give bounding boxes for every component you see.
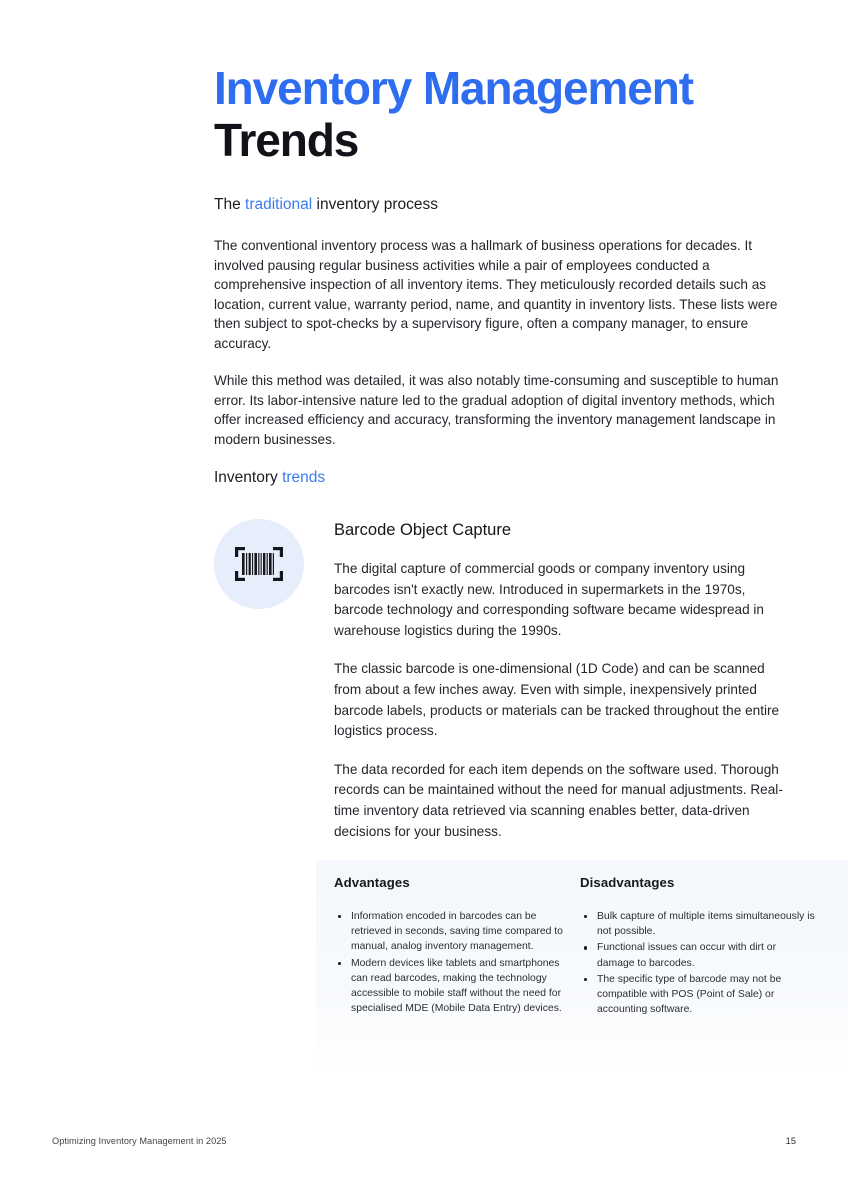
trend-item-body	[334, 519, 792, 842]
list-item: Information encoded in barcodes can be retrieved in seconds, saving time compared to manual, analog inventory management.	[334, 909, 566, 955]
trends-heading-accent: trends	[282, 469, 326, 486]
footer-document-title: Optimizing Inventory Management in 2025	[52, 1136, 227, 1146]
section-heading-trends	[214, 467, 792, 489]
trends-heading-prefix: Inventory	[214, 469, 283, 486]
disadvantages-heading: Disadvantages	[580, 875, 675, 890]
footer-page-number: 15	[785, 1136, 796, 1146]
heading-suffix: inventory process	[312, 196, 439, 213]
list-item: The specific type of barcode may not be compatible with POS (Point of Sale) or accounting software.	[580, 972, 816, 1018]
traditional-paragraph-2-wrap	[214, 371, 792, 449]
list-item: Bulk capture of multiple items simultaneously is not possible.	[580, 909, 816, 939]
disadvantages-list	[580, 909, 816, 1017]
page-footer	[52, 1135, 796, 1148]
barcode-scan-icon	[214, 519, 304, 609]
section-heading-traditional	[214, 194, 792, 216]
trend-paragraph-1: The digital capture of commercial goods or company inventory using barcodes isn't exactly new. Introduced in supermarkets in the 1970s, barcode technology and corresponding software became widespread in warehouse logistics during the 1990s.	[334, 561, 764, 638]
disadvantages-column	[580, 874, 816, 1018]
advantages-disadvantages-panel	[316, 860, 848, 1072]
page-title-line-1: Inventory Management	[214, 62, 693, 114]
trend-paragraph-2: The classic barcode is one-dimensional (1D Code) and can be scanned from about a few inches away. Even with simple, inexpensively printed barcode labels, products or materials can be tracked throughout the entire logistics process.	[334, 661, 780, 739]
list-item: Functional issues can occur with dirt or damage to barcodes.	[580, 940, 816, 970]
advantages-column	[334, 874, 566, 1017]
advantages-heading: Advantages	[334, 875, 410, 890]
advantages-list	[334, 909, 566, 1016]
heading-accent-traditional: traditional	[245, 196, 313, 213]
page-title-line-2: Trends	[214, 114, 359, 166]
page-title	[214, 62, 814, 166]
trend-item-title: Barcode Object Capture	[334, 521, 512, 539]
trend-item-barcode	[214, 519, 792, 842]
traditional-paragraph-1: The conventional inventory process was a hallmark of business operations for decades. It involved pausing regular business activities while a pair of employees conducted a comprehensive inspection of all inventory items. They meticulously recorded details such as location, current value, warranty period, name, and quantity in inventory lists. These lists were then subject to spot-checks by a supervisory figure, often a company manager, to ensure accuracy.	[214, 238, 778, 351]
heading-prefix: The	[214, 196, 246, 213]
traditional-paragraph-1-wrap	[214, 236, 792, 354]
list-item: Modern devices like tablets and smartphones can read barcodes, making the technology accessible to mobile staff without the need for specialised MDE (Mobile Data Entry) devices.	[334, 956, 566, 1017]
traditional-paragraph-2: While this method was detailed, it was also notably time-consuming and susceptible to human error. Its labor-intensive nature led to the gradual adoption of digital inventory methods, which offer increased efficiency and accuracy, transforming the inventory management landscape in modern businesses.	[214, 373, 779, 447]
trend-paragraph-3: The data recorded for each item depends on the software used. Thorough records can be maintained without the need for manual adjustments. Real-time inventory data retrieved via scanning enables better, data-driven decisions for your business.	[334, 761, 783, 839]
